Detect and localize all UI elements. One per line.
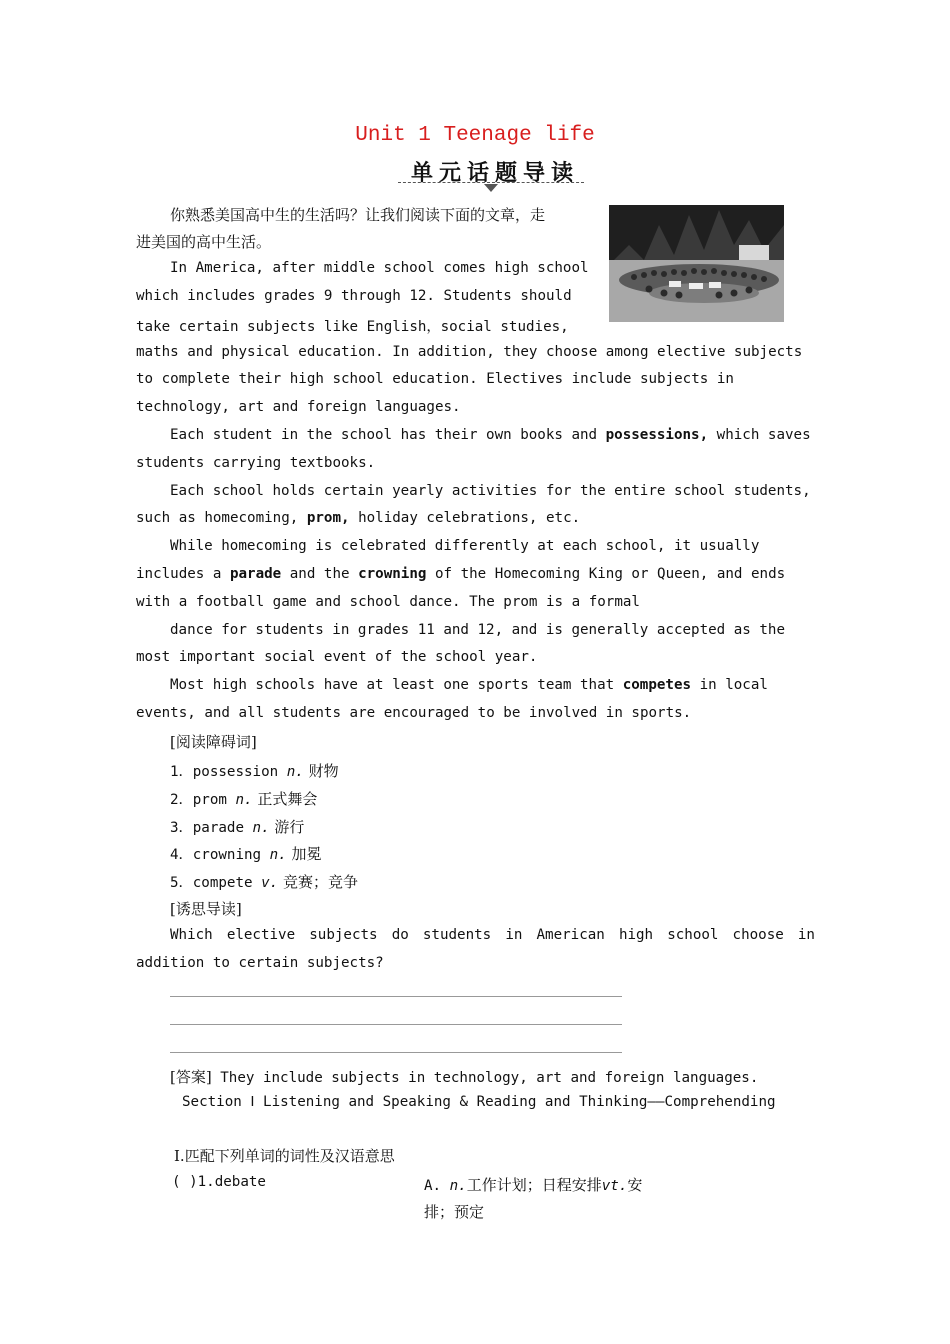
vocab-word: possession	[192, 764, 287, 780]
p4-line2	[136, 566, 785, 582]
subtitle-underline	[398, 182, 584, 183]
vocab-meaning: 正式舞会	[252, 790, 318, 808]
p5-text-a: Most high schools have at least one sports team that	[170, 677, 623, 693]
vocab-num: 3．	[170, 820, 193, 836]
intro-cn-line2: 进美国的高中生活。	[136, 233, 272, 251]
question-line1	[170, 927, 815, 943]
option-meaning: 安	[627, 1176, 643, 1194]
p3-line1: Each school holds certain yearly activities for the entire school students,	[170, 483, 811, 499]
option-pos: n.	[449, 1178, 467, 1194]
vocab-num: 4．	[170, 847, 193, 863]
vocab-meaning: 游行	[269, 818, 305, 836]
vocab-num: 5．	[170, 875, 193, 891]
option-meaning: 工作计划；日程安排	[466, 1176, 602, 1194]
p4-line4: dance for students in grades 11 and 12, and is generally accepted as the	[170, 622, 785, 638]
school-event-photo	[609, 205, 784, 322]
p4-line1: While homecoming is celebrated differently at each school, it usually	[170, 538, 760, 554]
p4-line5: most important social event of the school year.	[136, 649, 538, 665]
p2-text-a: Each student in the school has their own books and	[170, 427, 606, 443]
question-word: high	[618, 927, 654, 943]
vocab-pos: v.	[261, 875, 279, 891]
vocab-word: crowning	[192, 847, 270, 863]
keyword-prom: prom,	[306, 510, 350, 526]
answer-blank-line[interactable]	[170, 996, 622, 997]
p2-text-b: which saves	[708, 427, 811, 443]
section-title: Section Ⅰ Listening and Speaking & Reading and Thinking——Comprehending	[182, 1094, 776, 1110]
answer-text: They include subjects in technology, art and foreign languages.	[211, 1070, 759, 1086]
p3-text-b: holiday celebrations, etc.	[349, 510, 581, 526]
vocab-meaning: 加冕	[286, 845, 322, 863]
unit-title: Unit 1 Teenage life	[355, 124, 595, 147]
question-line2: addition to certain subjects?	[136, 955, 384, 971]
vocab-pos: n.	[252, 820, 270, 836]
question-word: American	[536, 927, 605, 943]
exercise-title: Ⅰ.匹配下列单词的词性及汉语意思	[174, 1147, 395, 1165]
keyword-crowning: crowning	[358, 566, 427, 582]
vocab-word: prom	[192, 792, 236, 808]
vocab-item	[170, 871, 358, 892]
vocab-num: 1．	[170, 764, 193, 780]
option-label: A.	[424, 1178, 450, 1194]
vocab-item	[170, 788, 317, 809]
p1-line6: technology, art and foreign languages.	[136, 399, 461, 415]
p4-text-b: and the	[281, 566, 359, 582]
p1-line2: which includes grades 9 through 12. Students should	[136, 288, 572, 304]
p1-line3: take certain subjects like English，social studies,	[136, 319, 569, 335]
vocab-pos: n.	[269, 847, 287, 863]
unit-subtitle: 单元话题导读	[410, 161, 579, 186]
p4-text-a: includes a	[136, 566, 230, 582]
question-word: do	[391, 927, 409, 943]
p5-line1	[170, 677, 768, 693]
vocab-item	[170, 760, 339, 781]
question-word: choose	[732, 927, 784, 943]
intro-cn-line1: 你熟悉美国高中生的生活吗？让我们阅读下面的文章，走	[170, 206, 546, 224]
p1-line5: to complete their high school education. Electives include subjects in	[136, 371, 734, 387]
vocab-meaning: 财物	[303, 762, 339, 780]
vocab-meaning: 竞赛；竞争	[278, 873, 358, 891]
p4-text-c: of the Homecoming King or Queen, and ends	[426, 566, 786, 582]
question-word: subjects	[309, 927, 378, 943]
vocab-header: [阅读障碍词]	[170, 733, 257, 751]
answer-blank-line[interactable]	[170, 1024, 622, 1025]
p1-line4: maths and physical education. In addition, they choose among elective subjects	[136, 344, 803, 360]
vocab-pos: n.	[286, 764, 304, 780]
vocab-pos: n.	[235, 792, 253, 808]
exercise-option-a-line2: 排；预定	[424, 1203, 485, 1221]
exercise-option-a	[424, 1174, 642, 1195]
p3-line2	[136, 510, 580, 526]
question-word: in	[797, 927, 815, 943]
question-word: school	[667, 927, 719, 943]
p2-line1	[170, 427, 811, 443]
guide-header: [诱思导读]	[170, 900, 242, 918]
vocab-item	[170, 816, 304, 837]
p3-text-a: such as homecoming,	[136, 510, 307, 526]
question-word: Which	[170, 927, 213, 943]
subtitle-marker-icon	[484, 184, 498, 192]
p1-line1: In America, after middle school comes high school	[170, 260, 589, 276]
question-word: in	[505, 927, 523, 943]
keyword-parade: parade	[229, 566, 282, 582]
p5-line2: events, and all students are encouraged to be involved in sports.	[136, 705, 692, 721]
p4-line3: with a football game and school dance. The prom is a formal	[136, 594, 640, 610]
question-word: elective	[226, 927, 296, 943]
p2-line2: students carrying textbooks.	[136, 455, 376, 471]
question-word: students	[422, 927, 492, 943]
vocab-word: parade	[192, 820, 253, 836]
p5-text-b: in local	[691, 677, 768, 693]
option-pos: vt.	[601, 1178, 628, 1194]
keyword-possessions: possessions,	[605, 427, 709, 443]
vocab-word: compete	[192, 875, 262, 891]
exercise-item-1[interactable]: ( )1.debate	[172, 1174, 266, 1190]
keyword-competes: competes	[622, 677, 692, 693]
answer-line	[170, 1066, 758, 1087]
answer-tag: [答案]	[170, 1068, 212, 1086]
answer-blank-line[interactable]	[170, 1052, 622, 1053]
vocab-item	[170, 843, 321, 864]
vocab-num: 2．	[170, 792, 193, 808]
